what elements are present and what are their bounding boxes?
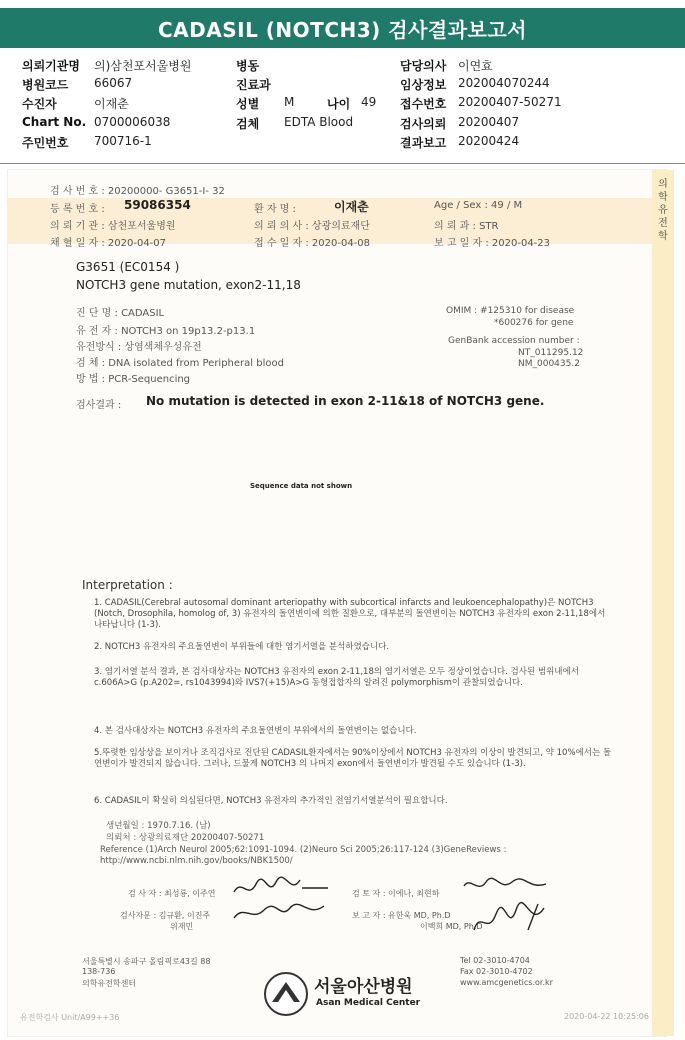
dept-label: 진료과 — [236, 78, 271, 92]
nm-number: NM_000435.2 — [518, 359, 580, 369]
test-code: G3651 (EC0154 ) — [76, 260, 180, 274]
address-line-2: 138-736 — [82, 967, 116, 976]
reporter-2: 이백희 MD, Ph.D — [420, 922, 483, 931]
signature-reviewer — [454, 870, 564, 945]
interp-item-3: 3. 염기서열 분석 결과, 본 검사대상자는 NOTCH3 유전자의 exon 2-11,18의 염기서열은 모두 정상이었습니다. 검사된 범위내에서 c.606A>G (p.A202=, rs1043994)와 IVS7(+15)A>G 동형접합자의 알려진 polymorphism이 관찰되었습니다. — [94, 667, 579, 688]
patient-label: 환 자 명 : — [254, 204, 296, 215]
result-label: 검사결과 : — [76, 400, 122, 411]
address-line-1: 서울특별시 송파구 올림픽로43길 88 — [82, 957, 211, 966]
tester: 검 사 자 : 최성룡, 이주연 — [128, 889, 216, 898]
receive-date: 접 수 일 자 : 2020-04-08 — [254, 238, 371, 249]
req-inst-label: 의뢰기관명 — [22, 59, 80, 73]
side-strip — [652, 170, 674, 1036]
divider — [0, 163, 685, 164]
tester-consult-2: 위재민 — [170, 922, 194, 931]
website: www.amcgenetics.or.kr — [460, 978, 553, 987]
receipt-value: 20200407-50271 — [458, 95, 562, 109]
telephone: Tel 02-3010-4704 — [460, 956, 530, 965]
age-value: 49 — [361, 95, 377, 109]
hospital-logo-icon — [262, 970, 310, 1018]
reg-no-value: 59086354 — [124, 198, 191, 212]
examinee-value: 이재춘 — [94, 97, 129, 111]
doctor-label: 담당의사 — [400, 59, 447, 73]
vertical-label: 의학유전학 — [658, 179, 668, 242]
test-name: NOTCH3 gene mutation, exon2-11,18 — [76, 278, 301, 292]
footer-timestamp: 2020-04-22 10:25:06 — [564, 1012, 649, 1021]
report-date: 보 고 일 자 : 2020-04-23 — [434, 238, 551, 249]
age-sex: Age / Sex : 49 / M — [434, 200, 523, 211]
sex-label: 성별 — [236, 97, 260, 111]
report-value: 20200424 — [458, 134, 520, 148]
test-req-label: 검사의뢰 — [400, 117, 447, 131]
reporter: 보 고 자 : 유한욱 MD, Ph.D — [352, 911, 451, 920]
address-line-3: 의학유전학센터 — [82, 979, 137, 988]
reference-line-2: http://www.ncbi.nlm.nih.gov/books/NBK1500/ — [100, 856, 293, 866]
rrn-label: 주민번호 — [22, 136, 69, 150]
gene: 유 전 자 : NOTCH3 on 19p13.2-p13.1 — [76, 326, 256, 337]
interp-item-1: 1. CADASIL(Cerebral autosomal dominant arteriopathy with subcortical infarcts and leukoencephalopathy)은 NOTCH3 (Notch, Drosophila, homolog of, 3) 유전자의 돌연변이에 의한 질환으로, 대부분의 돌연변이는 NOTCH3 유전자의 exon 2-11,18에서 나타납니다 (1-3). — [94, 598, 606, 630]
footer-left: 유전학검사 Unit/A99++36 — [20, 1013, 120, 1022]
ward-label: 병동 — [236, 59, 260, 73]
genbank-label: GenBank accession number : — [448, 336, 580, 346]
receipt-label: 접수번호 — [400, 97, 447, 111]
hosp-code-label: 병원코드 — [22, 78, 69, 92]
clinical-value: 202004070244 — [458, 76, 550, 90]
inheritance: 유전방식 : 상염색체우성유전 — [76, 342, 202, 353]
sex-value: M — [284, 95, 295, 109]
req-inst-value: 의)삼천포서울병원 — [94, 59, 192, 73]
req-dept: 의 뢰 과 : STR — [434, 221, 499, 232]
tester-consult: 검사자문 : 김규환, 이진주 — [120, 911, 211, 920]
examinee-label: 수진자 — [22, 97, 57, 111]
specimen-label: 검체 — [236, 117, 260, 131]
patient-value: 이재춘 — [334, 200, 369, 214]
scanned-report — [8, 170, 666, 1036]
omim-disease: OMIM : #125310 for disease — [446, 306, 575, 316]
interp-item-2: 2. NOTCH3 유전자의 주요돌연변이 부위들에 대한 염기서열을 분석하였습니다. — [94, 642, 390, 652]
birth-date: 생년월일 : 1970.7.16. (남) — [106, 821, 211, 831]
collect-date: 채 혈 일 자 : 2020-04-07 — [50, 238, 167, 249]
signature-tester — [228, 870, 338, 930]
reviewer: 검 토 자 : 이에나, 최현하 — [352, 889, 440, 898]
hospital-name-en: Asan Medical Center — [316, 998, 421, 1008]
reg-no-label: 등 록 번 호 : — [50, 204, 105, 215]
reference-line-1: Reference (1)Arch Neurol 2005;62:1091-1094. (2)Neuro Sci 2005;26:117-124 (3)GeneReviews : — [100, 845, 507, 855]
hospital-name: 서울아산병원 — [314, 977, 413, 997]
fax: Fax 02-3010-4702 — [460, 967, 533, 976]
result-value: No mutation is detected in exon 2-11&18 of NOTCH3 gene. — [146, 394, 545, 408]
nt-number: NT_011295.12 — [518, 348, 584, 358]
interp-item-6: 6. CADASIL이 확실히 의심된다면, NOTCH3 유전자의 추가적인 전염기서열분석이 필요합니다. — [94, 796, 448, 806]
report-title: CADASIL (NOTCH3) 검사결과보고서 — [0, 8, 685, 48]
requested-by: 의뢰처 : 상광의료재단 20200407-50271 — [106, 833, 265, 843]
chart-value: 0700006038 — [94, 115, 171, 129]
sample: 검 체 : DNA isolated from Peripheral blood — [76, 358, 284, 369]
clinical-label: 임상정보 — [400, 78, 447, 92]
hosp-code-value: 66067 — [94, 76, 133, 90]
diagnosis: 진 단 명 : CADASIL — [76, 308, 165, 319]
specimen-value: EDTA Blood — [284, 115, 354, 129]
req-institution: 의 뢰 기 관 : 삼천포서울병원 — [50, 221, 176, 232]
method: 방 법 : PCR-Sequencing — [76, 374, 191, 385]
omim-gene: *600276 for gene — [494, 318, 574, 328]
sequence-note: Sequence data not shown — [250, 482, 353, 490]
test-req-value: 20200407 — [458, 115, 520, 129]
req-doctor: 의 뢰 의 사 : 상광의료재단 — [254, 221, 370, 232]
test-number: 검 사 번 호 : 20200000- G3651-I- 32 — [50, 186, 225, 197]
age-label: 나이 — [327, 97, 351, 111]
rrn-value: 700716-1 — [94, 134, 152, 148]
doctor-value: 이연효 — [458, 59, 493, 73]
interp-item-4: 4. 본 검사대상자는 NOTCH3 유전자의 주요돌연변이 부위에서의 돌연변이는 없습니다. — [94, 726, 417, 736]
report-label: 결과보고 — [400, 136, 447, 150]
interp-item-5: 5.뚜렷한 임상상을 보이거나 조직검사로 진단된 CADASIL환자에서는 90%이상에서 NOTCH3 유전자의 이상이 발견되고, 약 10%에서는 돌연변이가 발견되지 않습니다. 그러나, 드물게 NOTCH3 의 나머지 exon에서 돌연변이가 발견될 수도 있습니다 (1-3). — [94, 748, 612, 769]
chart-label: Chart No. — [22, 115, 87, 129]
interpretation-title: Interpretation : — [82, 578, 173, 592]
